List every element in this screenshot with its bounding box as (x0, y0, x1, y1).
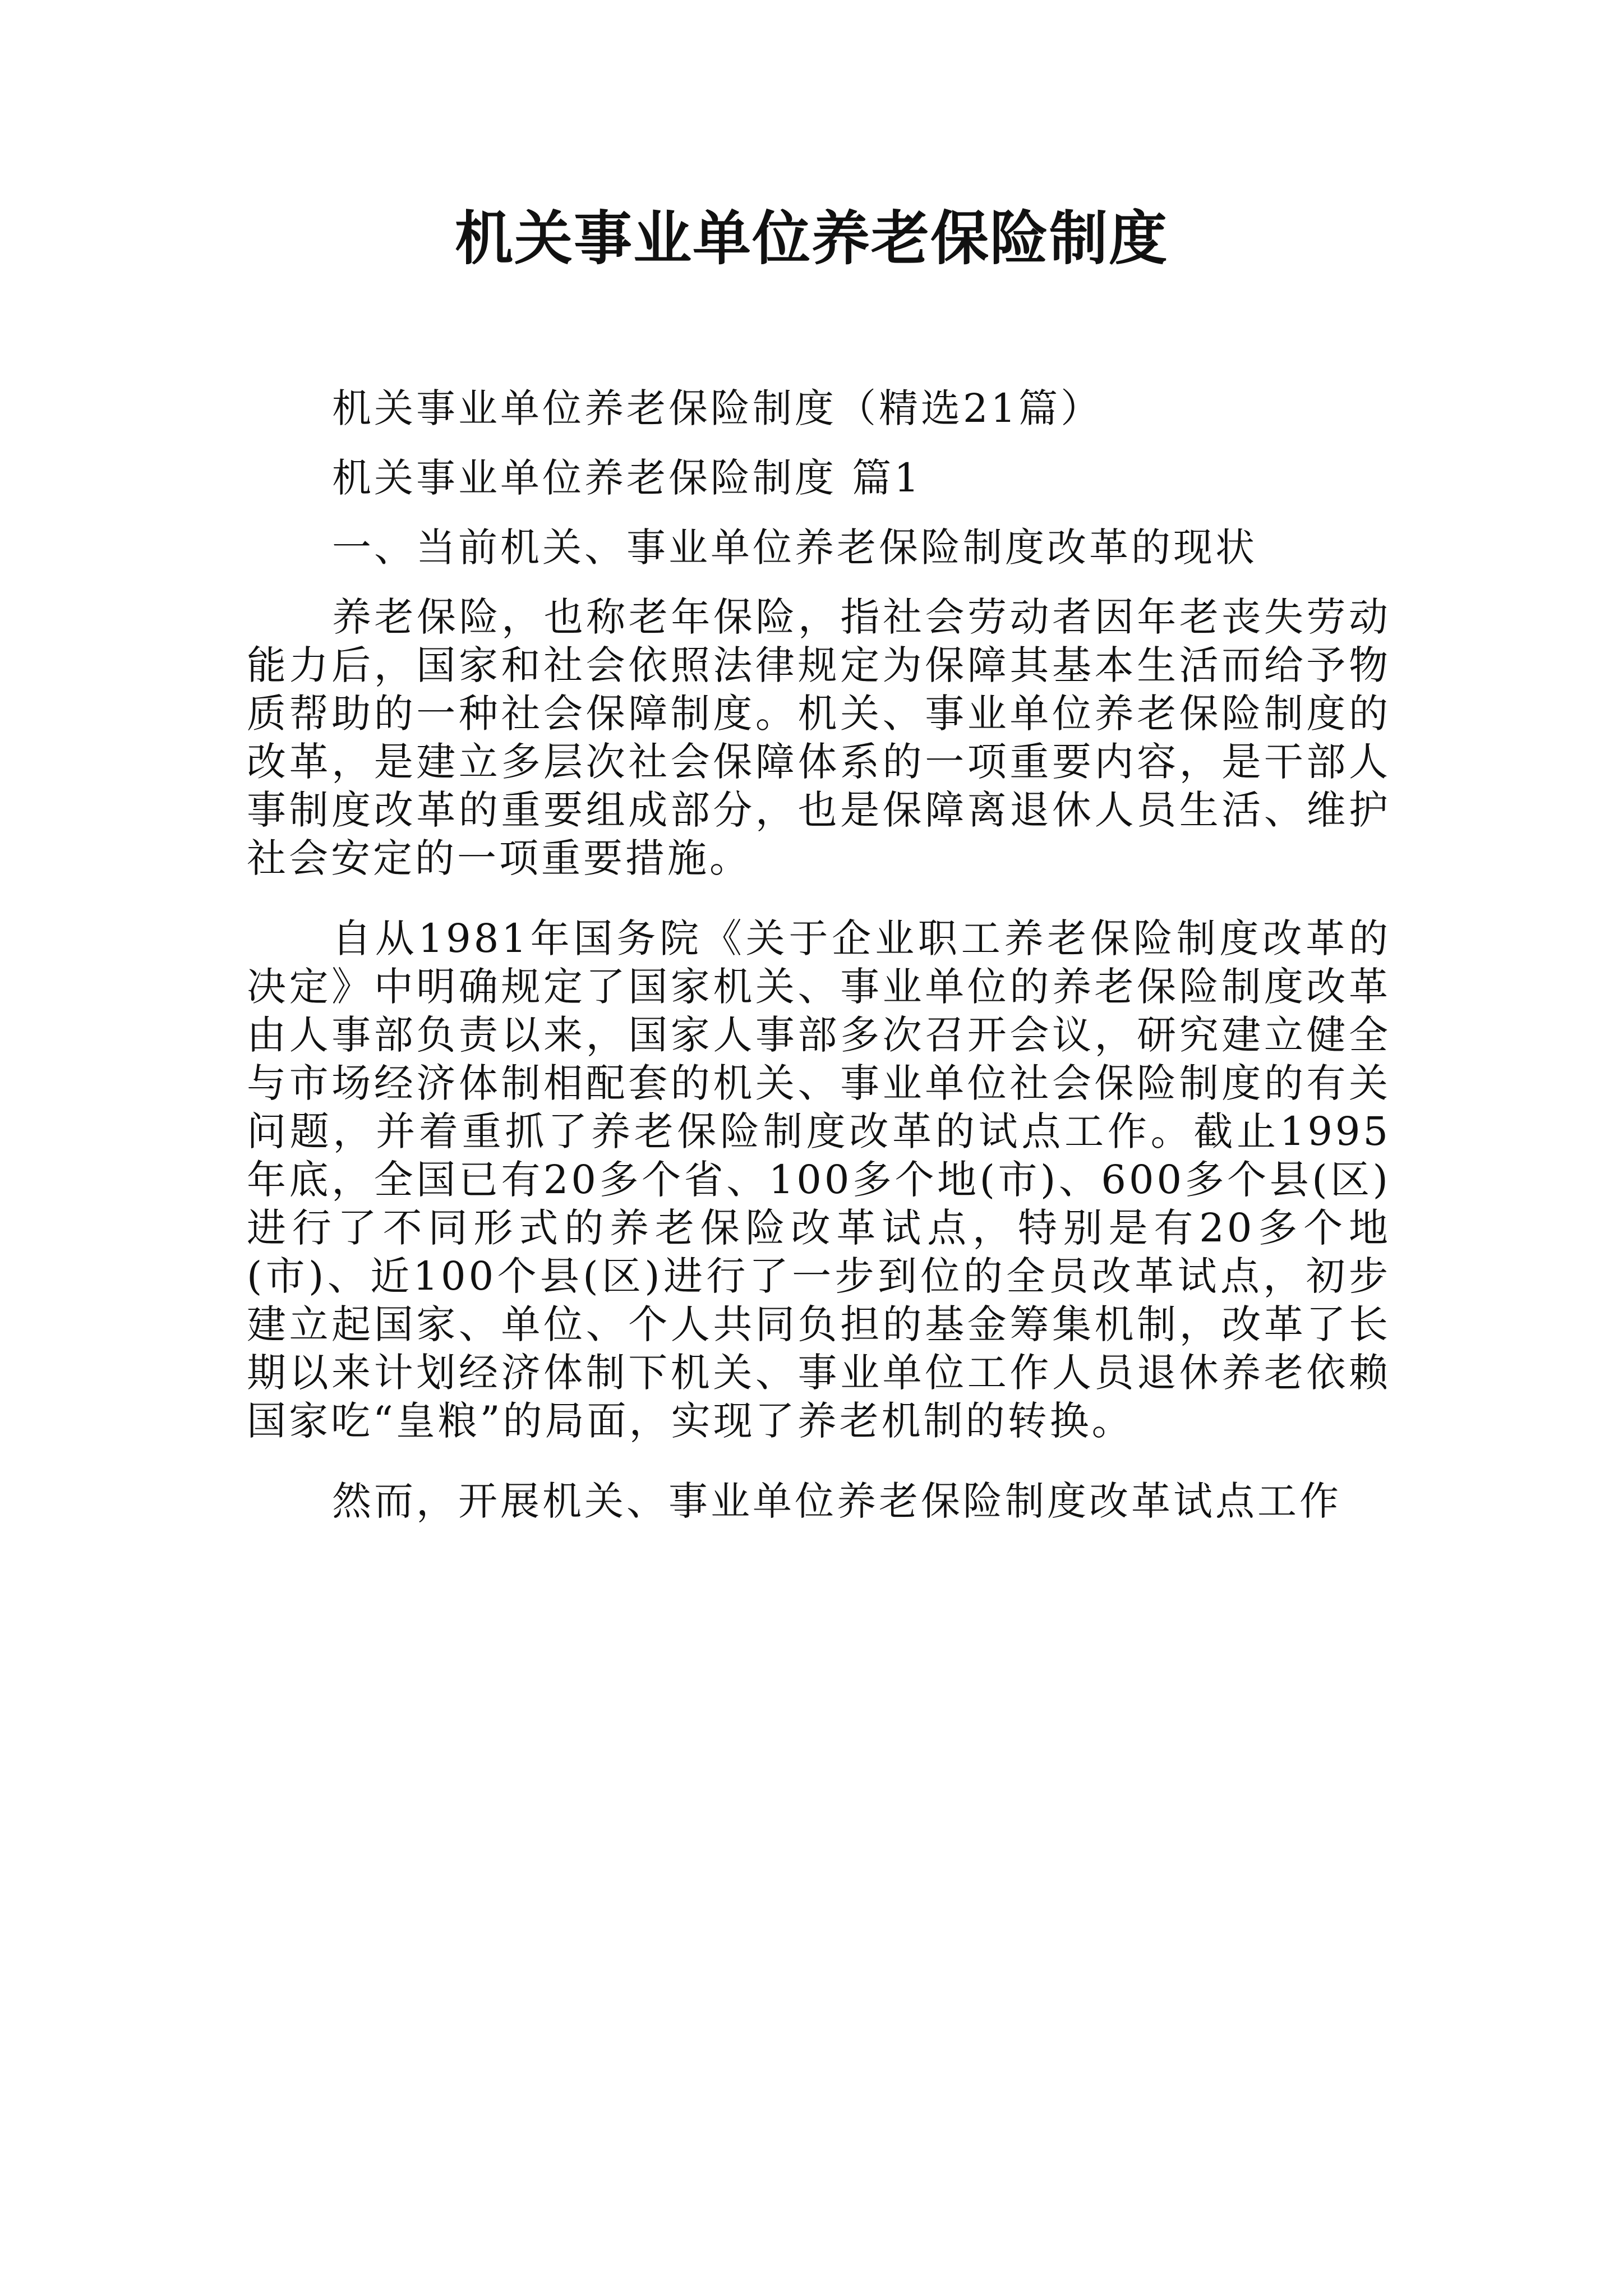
paragraph: 养老保险，也称老年保险，指社会劳动者因年老丧失劳动能力后，国家和社会依照法律规定为保障其基本生活而给予物质帮助的一种社会保障制度。机关、事业单位养老保险制度的改革，是建立多层次社会保障体系的一项重要内容，是干部人事制度改革的重要组成部分，也是保障离退休人员生活、维护社会安定的一项重要措施。 (247, 594, 1391, 881)
section-heading: 机关事业单位养老保险制度 篇1 (332, 455, 922, 501)
paragraph: 自从1981年国务院《关于企业职工养老保险制度改革的决定》中明确规定了国家机关、事业单位的养老保险制度改革由人事部负责以来，国家人事部多次召开会议，研究建立健全与市场经济体制相配套的机关、事业单位社会保险制度的有关问题，并着重抓了养老保险制度改革的试点工作。截止1995年底，全国已有20多个省、100多个地(市)、600多个县(区)进行了不同形式的养老保险改革试点，特别是有20多个地(市)、近100个县(区)进行了一步到位的全员改革试点，初步建立起国家、单位、个人共同负担的基金筹集机制，改革了长期以来计划经济体制下机关、事业单位工作人员退休养老依赖国家吃“皇粮”的局面，实现了养老机制的转换。 (247, 915, 1391, 1444)
paragraph: 然而，开展机关、事业单位养老保险制度改革试点工作 (332, 1478, 1341, 1524)
document-title: 机关事业单位养老保险制度 (454, 204, 1168, 273)
document-subtitle: 机关事业单位养老保险制度（精选21篇） (332, 385, 1103, 431)
heading-1: 一、当前机关、事业单位养老保险制度改革的现状 (332, 524, 1257, 570)
document-body (247, 384, 1391, 1557)
